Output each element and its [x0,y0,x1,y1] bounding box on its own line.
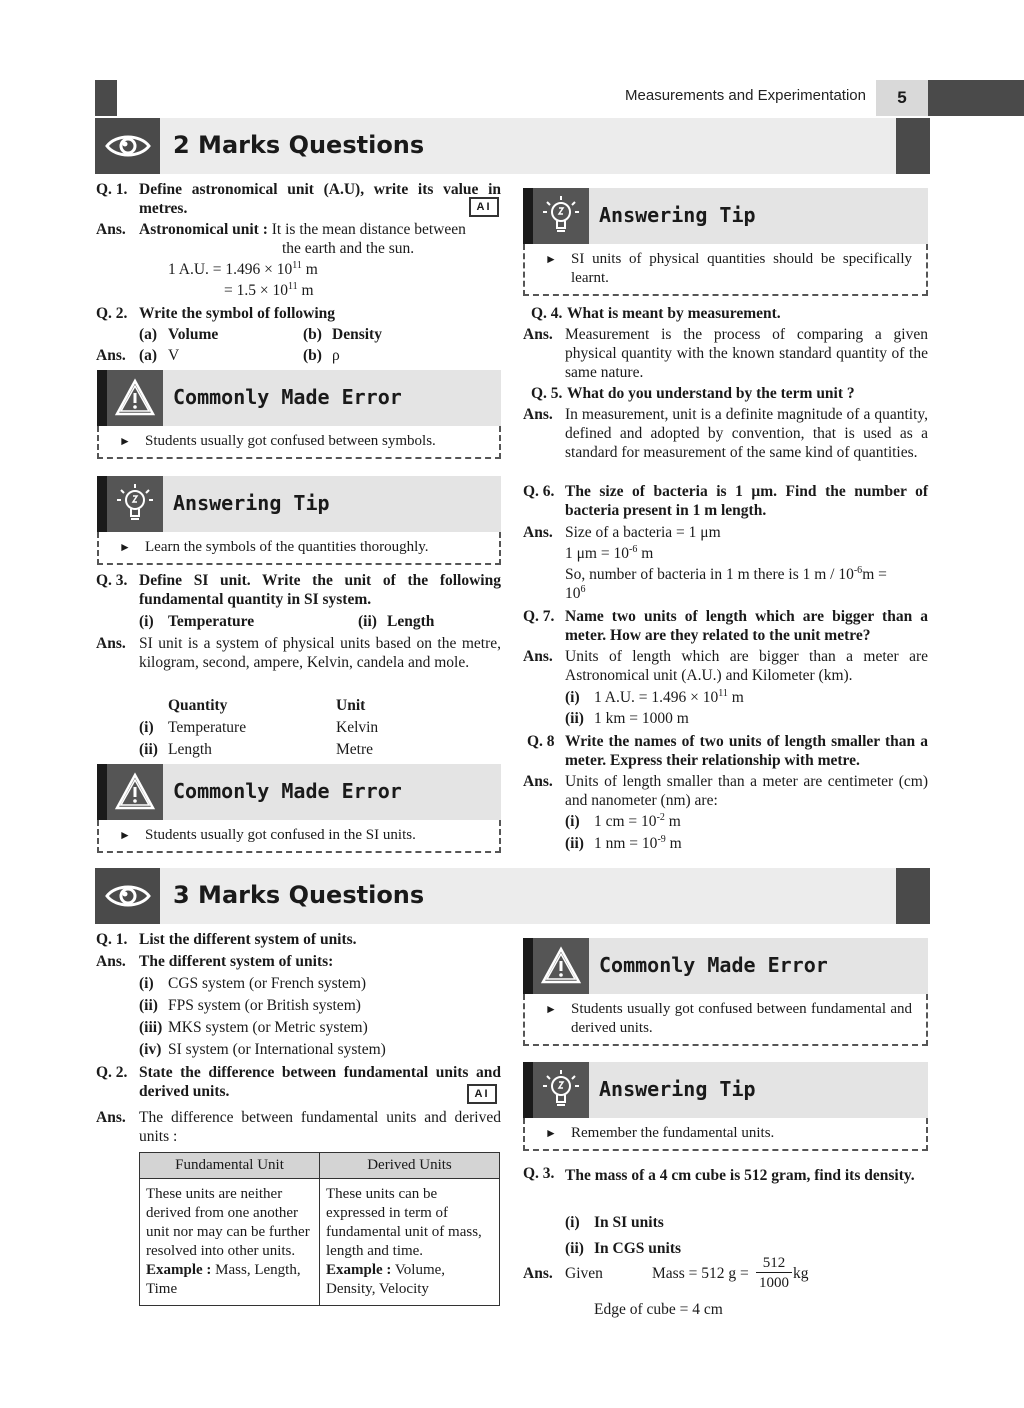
row-label: (i) [139,719,154,736]
row-quantity: Length [168,741,212,758]
question-text: Write the symbol of following [139,305,336,322]
table-cell: These units can be expressed in term of fundamental unit of mass, length and time. Example : Volume, Density, Velocity [320,1179,500,1306]
question-text: What do you understand by the term unit ? [567,385,855,402]
section-end-bar [896,118,930,174]
box-title: Commonly Made Error [599,953,828,977]
item-label: (ii) [565,1240,584,1257]
question-number: Q. 6. [523,483,555,500]
warning-icon [107,370,163,426]
box-text: Students usually got confused in the SI units. [145,827,416,843]
option-label: (i) [139,613,154,630]
answer-label: Ans. [523,773,553,790]
answering-tip-box [523,188,928,296]
option-answer: ρ [332,347,340,364]
eye-icon [95,868,160,924]
answer-term: Astronomical unit : [139,221,268,238]
fraction-denominator: 1000 [759,1275,789,1291]
row-quantity: Temperature [168,719,247,736]
option-text: Volume [168,326,219,343]
box-text: Learn the symbols of the quantities thoroughly. [145,539,429,555]
bullet-arrow-icon: ► [545,1126,557,1140]
answer-label: Ans. [523,524,553,541]
answer-label: Ans. [96,221,126,238]
box-title: Commonly Made Error [173,779,402,803]
question-text: The size of bacteria is 1 μm. Find the number of bacteria present in 1 m length. [565,483,928,519]
header-left-bar [95,80,117,116]
bullet-arrow-icon: ► [119,828,131,842]
item-equation: 1 nm = $10^{-9}$ m [594,834,682,852]
answer-line [139,220,466,239]
question-number: Q. 3. [523,1165,555,1182]
table-header: Fundamental Unit [140,1153,320,1179]
answer-label: Ans. [523,406,553,423]
answer-text: Size of a bacteria = 1 μm [565,524,721,541]
option-label: (a) [139,347,158,364]
eye-icon [95,118,160,174]
option-text: Density [332,326,382,343]
answer-text-cont: the earth and the sun. [282,240,415,257]
lightbulb-icon [533,1062,589,1118]
item-equation: 1 km = 1000 m [594,710,689,727]
box-text: SI units of physical quantities should be specifically learnt. [571,251,912,286]
answer-unit: kg [793,1265,809,1282]
answer-text: Measurement is the process of comparing a given physical quantity with the known standard quantity of the same nature. [565,326,928,381]
item-equation: 1 A.U. = $1.496 \times 10^{11}$ m [594,688,744,706]
answer-equation: $10^6$ [565,584,586,602]
question-text: Write the names of two units of length smaller than a meter. Express their relationship with metre. [565,733,928,769]
box-title: Answering Tip [173,491,330,515]
box-text: Students usually got confused between symbols. [145,433,436,449]
bullet-arrow-icon: ► [119,540,131,554]
question-number: Q. 3. [96,572,128,589]
chapter-title: Measurements and Experimentation [625,87,866,104]
ai-icon: AI [467,1084,497,1104]
question-text: What is meant by measurement. [567,305,781,322]
option-text: Temperature [168,613,255,630]
section-title: 2 Marks Questions [173,131,425,159]
list-item-label: (i) [139,975,154,992]
question-text: Define astronomical unit (A.U), write its value in [139,181,501,198]
list-item: CGS system (or French system) [168,975,367,992]
item-text: In CGS units [594,1240,682,1257]
answer-text: SI unit is a system of physical units based on the metre, kilogram, second, ampere, Kelvin, candela and mole. [139,635,501,671]
table-row [140,1179,500,1306]
item-label: (i) [565,689,580,706]
question-text: Name two units of length which are bigger than a meter. How are they related to the unit metre? [565,608,928,644]
answer-label: Ans. [523,326,553,343]
table-header: Quantity [168,697,228,714]
answer-given: Given [565,1265,603,1282]
question-number: Q. 1. [96,931,128,948]
question-number: Q. 5. [531,385,563,402]
answer-label: Ans. [523,648,553,665]
question-text: State the difference between fundamental units and derived units. [139,1064,501,1100]
answer-label: Ans. [96,953,126,970]
table-cell: These units are neither derived from one another unit nor may can be further resolved into other units. Example : Mass, Length, Time [140,1179,320,1306]
answer-text: In measurement, unit is a definite magnitude of a quantity, defined and adopted by convention, that is used as a standard for measurement of the same kind of quantities. [565,406,928,461]
row-unit: Metre [336,741,374,758]
answer-text: It is the mean distance between [271,221,466,238]
box-text: Remember the fundamental units. [571,1125,775,1141]
option-answer: V [168,347,180,364]
answer-equation: So, number of bacteria in 1 m there is 1 m / $10^{-6}m$ = [565,565,887,583]
warning-icon [107,764,163,820]
box-title: Commonly Made Error [173,385,402,409]
list-item-label: (iv) [139,1041,162,1058]
item-label: (i) [565,1214,580,1231]
item-text: In SI units [594,1214,664,1231]
box-title: Answering Tip [599,1077,756,1101]
comparison-table [139,1152,500,1306]
answer-label: Ans. [523,1265,553,1282]
box-text: Students usually got confused between fundamental and derived units. [571,1001,912,1036]
option-label: (a) [139,326,158,343]
question-text: List the different system of units. [139,931,357,948]
answer-label: Ans. [96,1109,126,1126]
item-label: (ii) [565,710,584,727]
question-number: Q. 8 [527,733,555,750]
list-item: SI system (or International system) [168,1041,386,1058]
header-right-bar [928,80,1024,116]
lightbulb-icon [533,188,589,244]
question-number: Q. 2. [96,1064,128,1081]
option-label: (ii) [358,613,377,630]
answer-edge: Edge of cube = 4 cm [594,1301,723,1318]
section-title: 3 Marks Questions [173,881,425,909]
option-label: (b) [303,347,322,364]
question-number: Q. 4. [531,305,563,322]
box-title: Answering Tip [599,203,756,227]
item-label: (i) [565,813,580,830]
question-text: The mass of a 4 cm cube is 512 gram, find its density. [565,1167,915,1184]
equation-2: = $1.5 \times 10^{11}$ m [224,281,314,299]
bullet-arrow-icon: ► [545,1002,557,1016]
fraction-numerator: 512 [756,1254,792,1273]
question-number: Q. 2. [96,305,128,322]
question-number: Q. 1. [96,181,128,198]
table-header: Derived Units [320,1153,500,1179]
section-banner-2-marks [95,118,930,174]
common-error-box [97,370,501,459]
answering-tip-box [97,476,501,565]
row-label: (ii) [139,741,158,758]
common-error-box [523,938,928,1046]
warning-icon [533,938,589,994]
item-label: (ii) [565,835,584,852]
answering-tip-box [523,1062,928,1151]
list-item-label: (iii) [139,1019,163,1036]
list-item-label: (ii) [139,997,158,1014]
item-equation: 1 cm = $10^{-2}$ m [594,812,681,830]
equation-1: 1 A.U. = $1.496 \times 10^{11}$ m [168,260,318,278]
list-item: MKS system (or Metric system) [168,1019,368,1036]
section-end-bar [896,868,930,924]
page-number: 5 [876,80,928,116]
answer-equation: 1 $\mu m = 10^{-6}$ m [565,544,654,562]
lightbulb-icon [107,476,163,532]
row-unit: Kelvin [336,719,379,736]
option-text: Length [387,613,435,630]
table-header: Unit [336,697,366,714]
answer-text: The difference between fundamental units and derived units : [139,1109,501,1145]
answer-text: Units of length which are bigger than a meter are Astronomical unit (A.U.) and Kilometer (km). [565,648,928,684]
question-text: Define SI unit. Write the unit of the following fundamental quantity in SI system. [139,572,501,608]
question-number: Q. 7. [523,608,555,625]
ai-icon: AI [469,197,499,217]
bullet-arrow-icon: ► [545,252,557,266]
answer-label: Ans. [96,347,126,364]
answer-mass: Mass = 512 g = [652,1265,749,1282]
answer-label: Ans. [96,635,126,652]
answer-text: The different system of units: [139,953,334,970]
common-error-box [97,764,501,853]
option-label: (b) [303,326,322,343]
section-banner-3-marks [95,868,930,924]
list-item: FPS system (or British system) [168,997,361,1014]
question-text-cont: metres. [139,200,188,217]
answer-text: Units of length smaller than a meter are centimeter (cm) and nanometer (nm) are: [565,773,928,809]
bullet-arrow-icon: ► [119,434,131,448]
